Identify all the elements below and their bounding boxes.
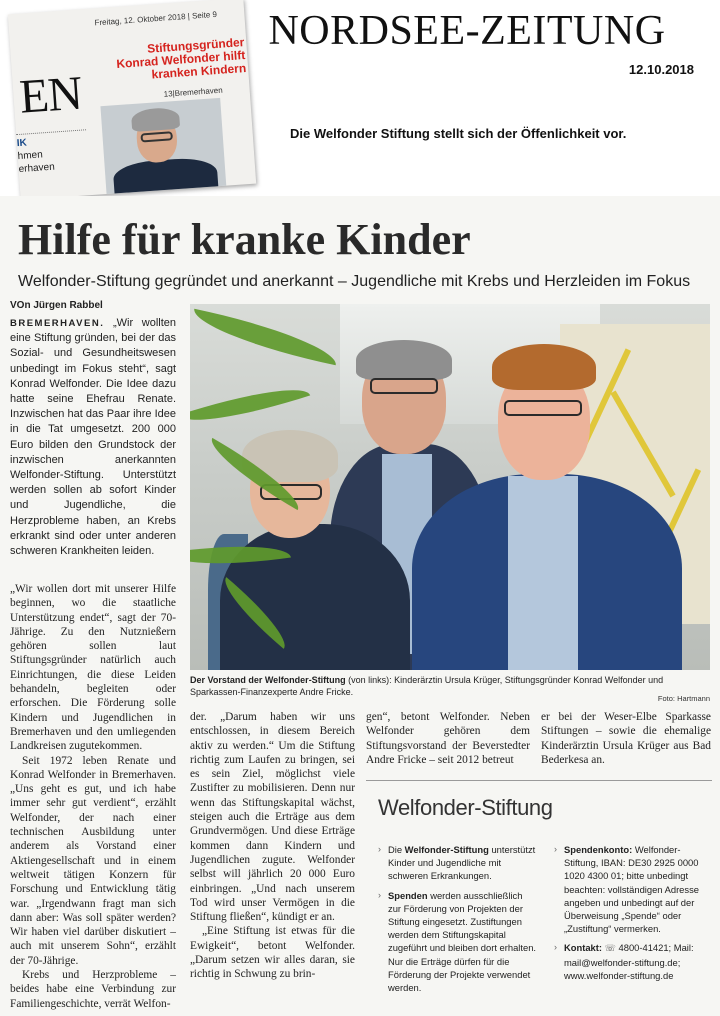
info-item-donations: › Spenden werden ausschließlich zur Förderung von Projekten der Stiftung eingesetzt. Zustiftungen werden dem Stiftungskapital zugeführt und bleiben dort erhalten. Nur die Erträge dürfen für die Förderung der Projekte verwendet werden. [378, 889, 537, 994]
clipping-tagline: Die Welfonder Stiftung stellt sich der Öffenlichkeit vor. [290, 126, 627, 141]
article [0, 196, 720, 1016]
clipping-side-teaser [16, 127, 99, 176]
article-paragraph: „Wir wollen dort mit unserer Hilfe beginnen, wo die staatliche Unterstützung endet“, sagt der 70-Jährige. Zu den Nutznießern gehören sollen laut Stiftungsgründer natürlich auch Einrichtungen, die diese Leiden behandeln, begleiten oder erforschen. Die Förderung solle Kindern und Jugendlichen in Bremerhaven und den umliegenden Landkreisen zugutekommen. [10, 583, 176, 753]
photo-caption-bold: Der Vorstand der Welfonder-Stiftung [190, 675, 346, 685]
newspaper-masthead: NORDSEE-ZEITUNG [268, 8, 666, 54]
info-box-title: Welfonder-Stiftung [378, 795, 553, 820]
article-paragraph: er bei der Weser-Elbe Sparkasse Stiftungen – sowie die ehemalige Kinderärztin Ursula Krüger aus Bad Bederkesa an. [541, 711, 711, 766]
photo-credit: Foto: Hartmann [657, 694, 710, 703]
article-column-3 [366, 710, 530, 767]
article-paragraph: der. „Darum haben wir uns entschlossen, in diesem Bereich aktiv zu werden.“ Um die Stiftung richtig zum Laufen zu bringen, sei es sein Ziel, möglichst viele Zustifter zu mobilisieren. Denn nur wenn das Stiftungskapital wächst, steigen auch die Erträge aus dem Grundvermögen. Und diese Erträge kommen dann Kindern und Jugendlichen zugute. Welfonder selbst will jährlich 20 000 Euro einbringen. „Und nach unserem Tod wird unser Vermögen in die Stiftung fließen“, kündigt er an. [190, 711, 355, 924]
phone-icon: ☏ [604, 943, 616, 954]
info-box-column-right [554, 843, 714, 988]
article-column-1 [10, 582, 176, 1011]
article-subheadline: Welfonder-Stiftung gegründet und anerkannt – Jugendliche mit Krebs und Herzleiden im Fokus [18, 273, 691, 290]
info-item-contact: › Kontakt: ☏ 4800-41421; Mail: mail@welfonder-stiftung.de; www.welfonder-stiftung.de [554, 942, 694, 981]
triangle-bullet-icon: › [378, 889, 381, 900]
newspaper-clipping [8, 0, 256, 200]
publication-date: 12.10.2018 [628, 62, 694, 77]
article-byline: VOn Jürgen Rabbel [10, 300, 103, 311]
clipping-date: Freitag, 12. Oktober 2018 | Seite 9 [94, 9, 218, 28]
article-paragraph: „Eine Stiftung ist etwas für die Ewigkeit“, betont Welfonder. „Darum setzen wir alles daran, sie richtig in Schwung zu brin- [190, 925, 355, 981]
article-column-2 [190, 710, 355, 982]
info-box-column-left [378, 843, 538, 1000]
clipping-portrait-photo [100, 98, 226, 196]
article-headline: Hilfe für kranke Kinder [18, 215, 471, 264]
article-lead-text: „Wir wollten eine Stiftung gründen, bei der das Sozial- und Gesundheitswesen unbedingt im Fokus steht“, sagt Konrad Welfonder. Die Idee dazu hatte seine Ehefrau Renate. Inzwischen hat das Paar ihre Idee in die Tat umgesetzt. 200 000 Euro bilden den Grundstock der inzwischen anerkannten Welfonder-Stiftung. Unterstützt werden sollen ab sofort Kinder und Jugendliche, die Herzprobleme haben, an Krebs erkrankt sind oder unter anderen schweren Krankheiten leiden. [10, 317, 176, 558]
photo-caption [190, 674, 710, 698]
triangle-bullet-icon: › [554, 844, 557, 854]
triangle-bullet-icon: › [554, 942, 557, 953]
board-group-photo [190, 304, 710, 670]
foundation-info-box [366, 780, 712, 1012]
info-item-donation-account: › Spendenkonto: Welfonder-Stiftung, IBAN: DE30 2925 0000 1020 4300 01; bitte unbedingt beachten: vollständigen Adresse angeben und unbedingt auf der Überweisung „Spende“ oder „Zustiftung“ vermerken. [554, 844, 699, 935]
article-paragraph: Krebs und Herzprobleme – beides habe eine Verbindung zur Familiengeschichte, verrät Welfon- [10, 969, 176, 1010]
photo-caption-text: (von links): Kinderärztin Ursula Krüger, Stiftungsgründer Konrad Welfonder und Sparkassen-Finanzexperte Andre Fricke. [190, 675, 664, 697]
article-paragraph: gen“, betont Welfonder. Neben Welfonder gehören dem Stiftungsvorstand der Beverstedter Andre Fricke – seit 2012 betreut [366, 711, 530, 766]
clipping-side-line3: erhaven [18, 161, 56, 176]
article-lead-column [10, 316, 176, 559]
article-dateline: BREMERHAVEN. [10, 318, 105, 329]
article-column-4 [541, 710, 711, 767]
info-item-foundation: › Die Welfonder-Stiftung unterstützt Kinder und Jugendliche mit schweren Erkrankungen. [378, 844, 536, 882]
clipping-page-ref: 13|Bremerhaven [163, 85, 223, 99]
triangle-bullet-icon: › [378, 844, 381, 854]
clipping-headline: Stiftungsgründer Konrad Welfonder hilft kranken Kindern [115, 35, 247, 82]
clipping-big-letters: EN [17, 66, 84, 124]
clipping-side-line1: IK [16, 137, 28, 150]
clipping-side-line2: hmen [17, 149, 44, 163]
article-paragraph: Seit 1972 leben Renate und Konrad Welfonder in Bremerhaven. „Uns geht es gut, und ich habe immer sehr gut verdient“, erzählt Welfonder, der nach einer technischen Ausbildung unter anderem als Vorstand einer Aktiengesellschaft und in einem weltweit tätigen Konzern für Forschung und Entwicklung tätig war. „Irgendwann fragt man sich dann aber: Was soll später werden? Wir haben viel darüber diskutiert – auch mit unserem Sohn“, erzählt der 70-Jährige. [10, 754, 176, 967]
